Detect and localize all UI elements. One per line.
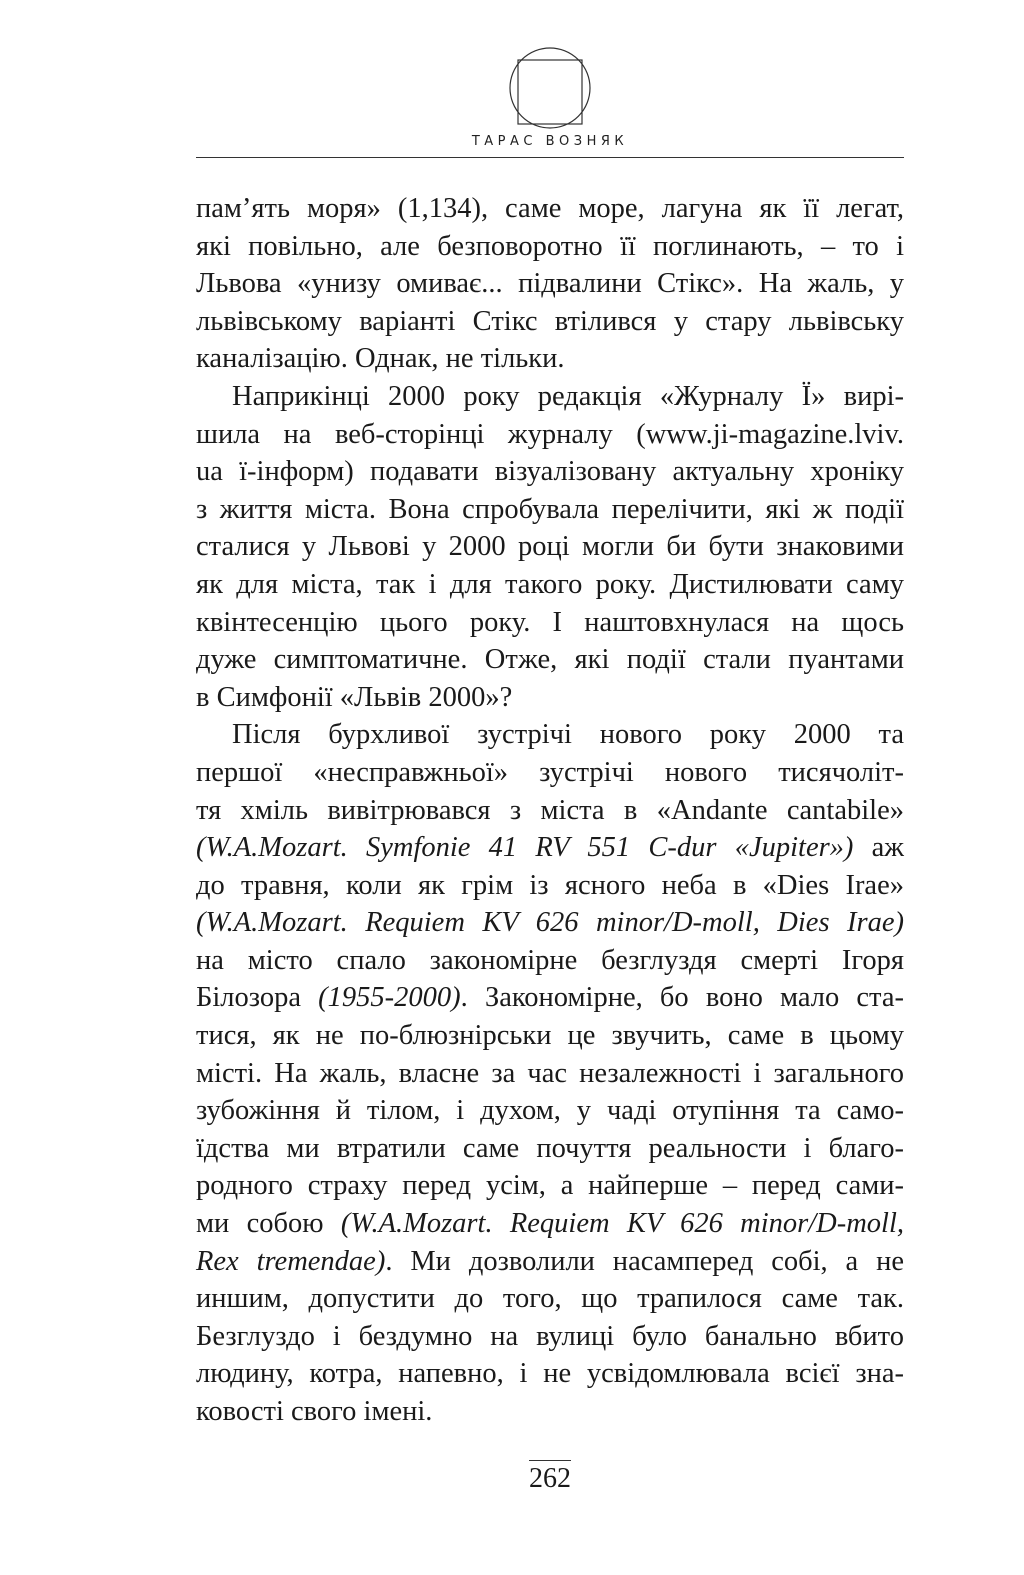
text-run: ми собою bbox=[196, 1208, 341, 1240]
text-run: з життя міста. Вона спробувала перелічити, які ж події bbox=[196, 493, 904, 525]
italic-citation: (W.A.Mozart. Requiem KV 626 minor/D-moll, bbox=[340, 1208, 904, 1240]
text-line bbox=[196, 1205, 904, 1243]
text-run: Після бурхливої зустрічі нового року 2000 та bbox=[232, 719, 904, 751]
text-run: місті. На жаль, власне за час незалежності і загального bbox=[196, 1057, 904, 1089]
text-run: иншим, допустити до того, що трапилося саме так. bbox=[196, 1283, 904, 1315]
text-line bbox=[196, 1055, 904, 1093]
text-run: як для міста, так і для такого року. Дистилювати саму bbox=[196, 568, 904, 600]
text-line bbox=[196, 303, 904, 341]
text-run: в Симфонії «Львів 2000»? bbox=[196, 681, 513, 713]
header-rule bbox=[196, 157, 904, 158]
text-line bbox=[196, 716, 904, 754]
text-line bbox=[196, 867, 904, 905]
text-line bbox=[196, 528, 904, 566]
italic-citation: (W.A.Mozart. Requiem KV 626 minor/D-moll, Dies Irae) bbox=[196, 907, 904, 939]
text-run: тя хміль вивітрювався з міста в «Andante cantabile» bbox=[196, 794, 904, 826]
text-line bbox=[196, 754, 904, 792]
text-line bbox=[196, 1355, 904, 1393]
text-line bbox=[196, 1130, 904, 1168]
text-line bbox=[196, 1393, 904, 1431]
text-run: які повільно, але безповоротно її поглинають, – то і bbox=[196, 230, 904, 262]
text-line bbox=[196, 265, 904, 303]
text-run: на місто спало закономірне безглуздя смерті Ігоря bbox=[196, 944, 904, 976]
italic-citation: (W.A.Mozart. Symfonie 41 RV 551 C-dur «Jupiter») bbox=[196, 832, 854, 864]
text-run: . Закономірне, бо воно мало ста- bbox=[460, 982, 904, 1014]
text-run: каналізацію. Однак, не тільки. bbox=[196, 343, 565, 375]
text-run: квінтесенцію цього року. І наштовхнулася на щось bbox=[196, 606, 904, 638]
page-number-block bbox=[196, 1463, 904, 1495]
body-text bbox=[196, 190, 904, 1431]
text-line bbox=[196, 604, 904, 642]
italic-citation: Rex tremendae) bbox=[196, 1245, 386, 1277]
text-run: родного страху перед усім, а найперше – перед сами- bbox=[196, 1170, 904, 1202]
text-line bbox=[196, 1243, 904, 1281]
text-run: їдства ми втратили саме почуття реальности і благо- bbox=[196, 1132, 904, 1164]
text-line bbox=[196, 1017, 904, 1055]
italic-citation: (1955-2000) bbox=[318, 982, 461, 1014]
text-line bbox=[196, 679, 904, 717]
text-line bbox=[196, 942, 904, 980]
text-run: львівському варіанті Стікс втілився у стару львівську bbox=[196, 305, 904, 337]
text-run: сталися у Львові у 2000 році могли би бути знаковими bbox=[196, 531, 904, 563]
text-line bbox=[196, 904, 904, 942]
text-run: аж bbox=[853, 832, 904, 864]
text-line bbox=[196, 378, 904, 416]
text-line bbox=[196, 190, 904, 228]
text-line bbox=[196, 1092, 904, 1130]
text-line bbox=[196, 340, 904, 378]
text-line bbox=[196, 641, 904, 679]
text-run: . Ми дозволили насамперед собі, а не bbox=[385, 1245, 904, 1277]
text-run: Безглуздо і бездумно на вулиці було банально вбито bbox=[196, 1320, 904, 1352]
text-line bbox=[196, 228, 904, 266]
text-run: ковості свого імені. bbox=[196, 1396, 433, 1427]
text-run: до травня, коли як грім із ясного неба в «Dies Irae» bbox=[196, 869, 904, 901]
text-line bbox=[196, 979, 904, 1017]
text-line bbox=[196, 491, 904, 529]
circle-square-emblem-icon bbox=[508, 46, 592, 130]
page-number: 262 bbox=[529, 1460, 571, 1494]
running-title: ТАРАС ВОЗНЯК bbox=[471, 134, 629, 149]
text-run: дуже симптоматичне. Отже, які події стали пуантами bbox=[196, 644, 904, 676]
text-run: першої «несправжньої» зустрічі нового тисячоліт- bbox=[196, 756, 904, 788]
text-line bbox=[196, 1280, 904, 1318]
text-run: Білозора bbox=[196, 982, 319, 1014]
text-line bbox=[196, 566, 904, 604]
text-run: шила на веб-сторінці журналу (www.ji-magazine.lviv. bbox=[196, 418, 904, 450]
text-run: тися, як не по-блюзнірськи це звучить, саме в цьому bbox=[196, 1020, 904, 1052]
text-line bbox=[196, 792, 904, 830]
text-run: Львова «унизу омиває... підвалини Стікс». На жаль, у bbox=[196, 268, 904, 300]
text-line bbox=[196, 1167, 904, 1205]
text-run: Наприкінці 2000 року редакція «Журналу Ї» вирі- bbox=[232, 380, 904, 412]
text-run: ua ї-інформ) подавати візуалізовану актуальну хроніку bbox=[196, 456, 904, 488]
text-run: людину, котра, напевно, і не усвідомлювала всієї зна- bbox=[196, 1358, 904, 1390]
text-line bbox=[196, 416, 904, 454]
text-run: пам’ять моря» (1,134), саме море, лагуна як її легат, bbox=[196, 193, 904, 224]
text-line bbox=[196, 829, 904, 867]
text-line bbox=[196, 1318, 904, 1356]
text-line bbox=[196, 453, 904, 491]
text-run: зубожіння й тілом, і духом, у чаді отупіння та само- bbox=[196, 1095, 904, 1127]
